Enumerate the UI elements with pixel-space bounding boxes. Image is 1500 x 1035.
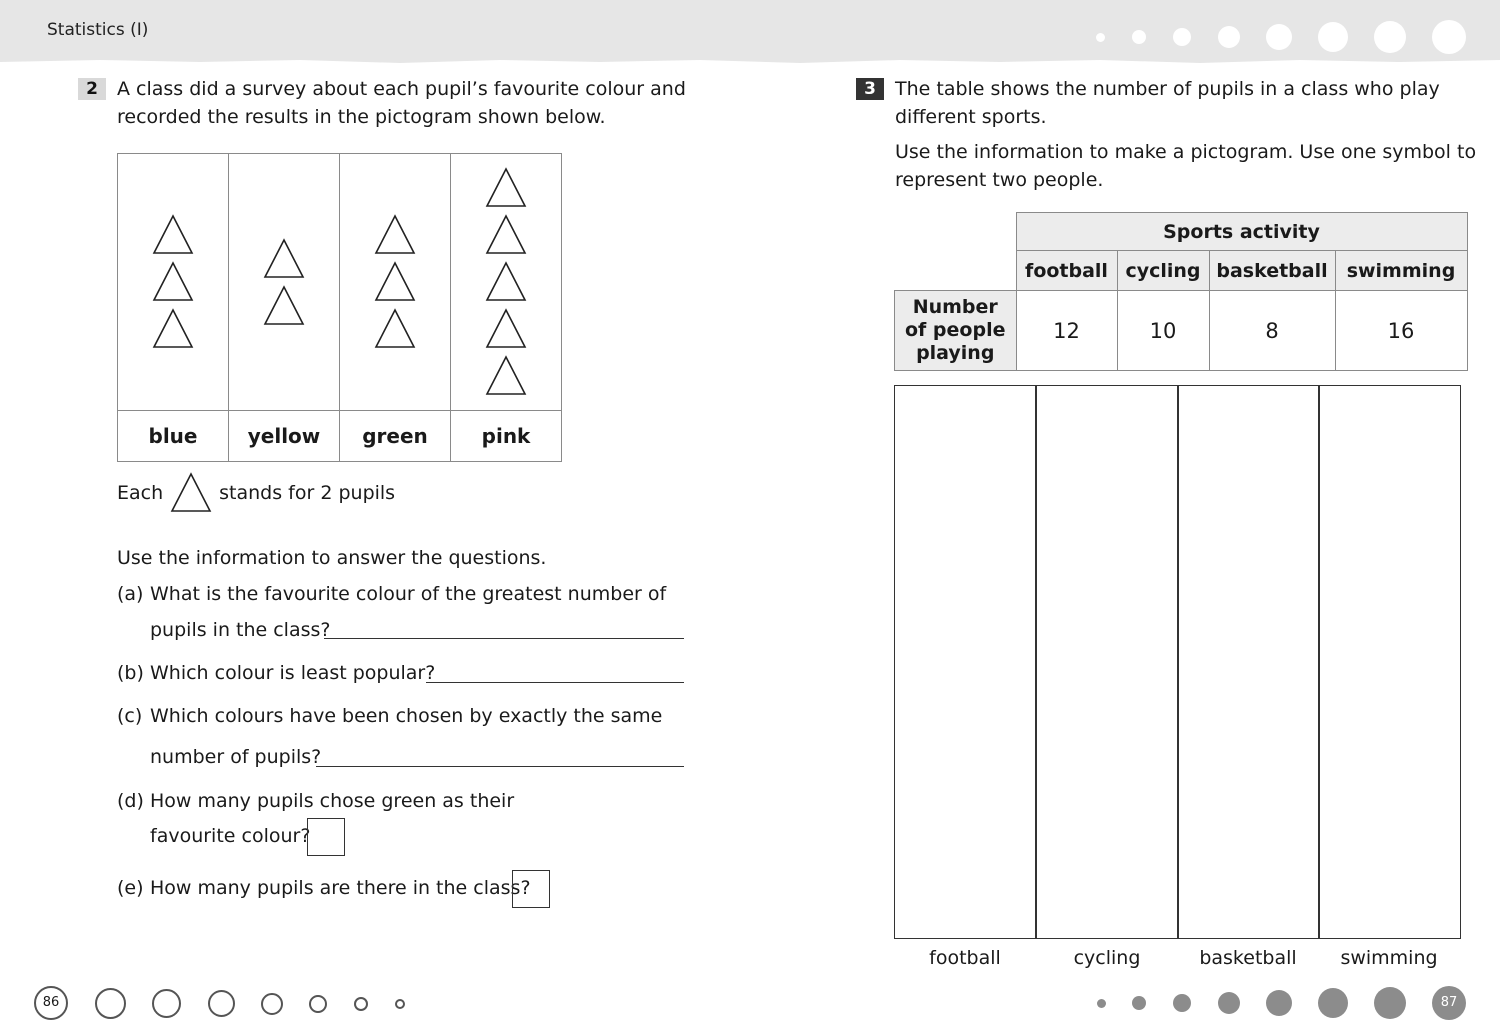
answer-line-2c[interactable] [316, 766, 684, 767]
triangle-icon [152, 214, 194, 256]
answer-box-2d[interactable] [307, 818, 345, 856]
table-header-cycling: cycling [1117, 251, 1209, 291]
footer-circle [95, 988, 126, 1019]
question-2a-text-line1: What is the favourite colour of the greatest number of [150, 583, 667, 605]
header-dot [1096, 33, 1105, 42]
grid-column-football[interactable] [894, 385, 1037, 939]
question-2b-text: Which colour is least popular? [150, 662, 436, 684]
footer-dot [1097, 999, 1106, 1008]
question-3-number: 3 [856, 78, 884, 100]
table-cell-football: 12 [1016, 291, 1117, 371]
triangle-icon [485, 355, 527, 397]
pictogram-cell-pink [451, 154, 562, 411]
table-header-football: football [1016, 251, 1117, 291]
footer-dot [1374, 987, 1406, 1019]
header-dot [1218, 26, 1240, 48]
triangle-icon [374, 261, 416, 303]
table-header-swimming: swimming [1335, 251, 1467, 291]
question-2c-text-line1: Which colours have been chosen by exactly the same [150, 705, 663, 727]
pictogram-label-green: green [340, 411, 451, 462]
triangle-icon [485, 167, 527, 209]
header-dot [1173, 28, 1191, 46]
table-header-basketball: basketball [1209, 251, 1335, 291]
question-2e-text: How many pupils are there in the class? [150, 877, 531, 899]
question-2b-label: (b) [117, 662, 144, 684]
question-2d-text-line2: favourite colour? [150, 825, 311, 847]
pictogram-cell-yellow [229, 154, 340, 411]
footer-dot [1218, 992, 1240, 1014]
triangle-icon [485, 214, 527, 256]
header-dot [1266, 24, 1292, 50]
footer-circle [309, 995, 327, 1013]
grid-column-swimming[interactable] [1318, 385, 1461, 939]
triangle-icon [152, 261, 194, 303]
answer-box-2e[interactable] [512, 870, 550, 908]
table-cell-cycling: 10 [1117, 291, 1209, 371]
table-corner [895, 213, 1017, 251]
colour-pictogram [117, 153, 562, 462]
footer-dot [1318, 988, 1348, 1018]
table-row-header: Number of people playing [895, 291, 1017, 371]
header-title: Statistics (I) [47, 20, 149, 40]
grid-column-cycling[interactable] [1035, 385, 1179, 939]
question-2a-text-line2: pupils in the class? [150, 619, 331, 641]
header-dot [1374, 21, 1406, 53]
footer-circle [395, 999, 405, 1009]
question-3-intro: The table shows the number of pupils in a class who play different sports. [895, 78, 1440, 128]
triangle-icon [263, 285, 305, 327]
footer-circle [261, 993, 283, 1015]
triangle-icon [374, 308, 416, 350]
grid-label-basketball: basketball [1199, 947, 1297, 969]
header-dot [1132, 30, 1146, 44]
table-cell-swimming: 16 [1335, 291, 1467, 371]
table-corner [895, 251, 1017, 291]
question-2a-label: (a) [117, 583, 144, 605]
page-number-right: 87 [1440, 995, 1458, 1010]
triangle-icon [152, 308, 194, 350]
grid-label-swimming: swimming [1340, 947, 1438, 969]
triangle-icon [485, 261, 527, 303]
triangle-icon [374, 214, 416, 256]
grid-label-cycling: cycling [1073, 947, 1141, 969]
footer-circle [354, 997, 368, 1011]
question-2d-label: (d) [117, 790, 144, 812]
page-number-left: 86 [42, 995, 60, 1010]
triangle-icon [485, 308, 527, 350]
grid-column-basketball[interactable] [1177, 385, 1320, 939]
triangle-icon [263, 238, 305, 280]
footer-dot [1266, 990, 1292, 1016]
question-2c-text-line2: number of pupils? [150, 746, 322, 768]
footer-dot [1173, 994, 1191, 1012]
table-cell-basketball: 8 [1209, 291, 1335, 371]
grid-label-football: football [929, 947, 1001, 969]
pictogram-cell-green [340, 154, 451, 411]
table-group-header: Sports activity [1016, 213, 1467, 251]
question-2e-label: (e) [117, 877, 144, 899]
footer-circle [208, 990, 235, 1017]
question-3-instruction: Use the information to make a pictogram. Use one symbol to represent two people. [895, 141, 1477, 191]
header-dot [1318, 22, 1348, 52]
question-2-instruction: Use the information to answer the questions. [117, 547, 547, 569]
pictogram-label-blue: blue [118, 411, 229, 462]
footer-circle [152, 989, 181, 1018]
question-2-number: 2 [78, 78, 106, 100]
answer-line-2b[interactable] [426, 682, 684, 683]
pictogram-label-pink: pink [451, 411, 562, 462]
footer-dot [1132, 996, 1146, 1010]
question-2-intro: A class did a survey about each pupil’s favourite colour and recorded the results in the pictogram shown below. [117, 78, 686, 128]
triangle-icon [169, 472, 213, 514]
pictogram-label-yellow: yellow [229, 411, 340, 462]
question-2d-text-line1: How many pupils chose green as their [150, 790, 515, 812]
pictogram-cell-blue [118, 154, 229, 411]
pictogram-key: Each stands for 2 pupils [117, 472, 395, 514]
sports-table [894, 212, 1468, 371]
header-torn-edge [0, 58, 1500, 64]
header-dot [1432, 20, 1466, 54]
question-2c-label: (c) [117, 705, 143, 727]
answer-line-2a[interactable] [324, 638, 684, 639]
